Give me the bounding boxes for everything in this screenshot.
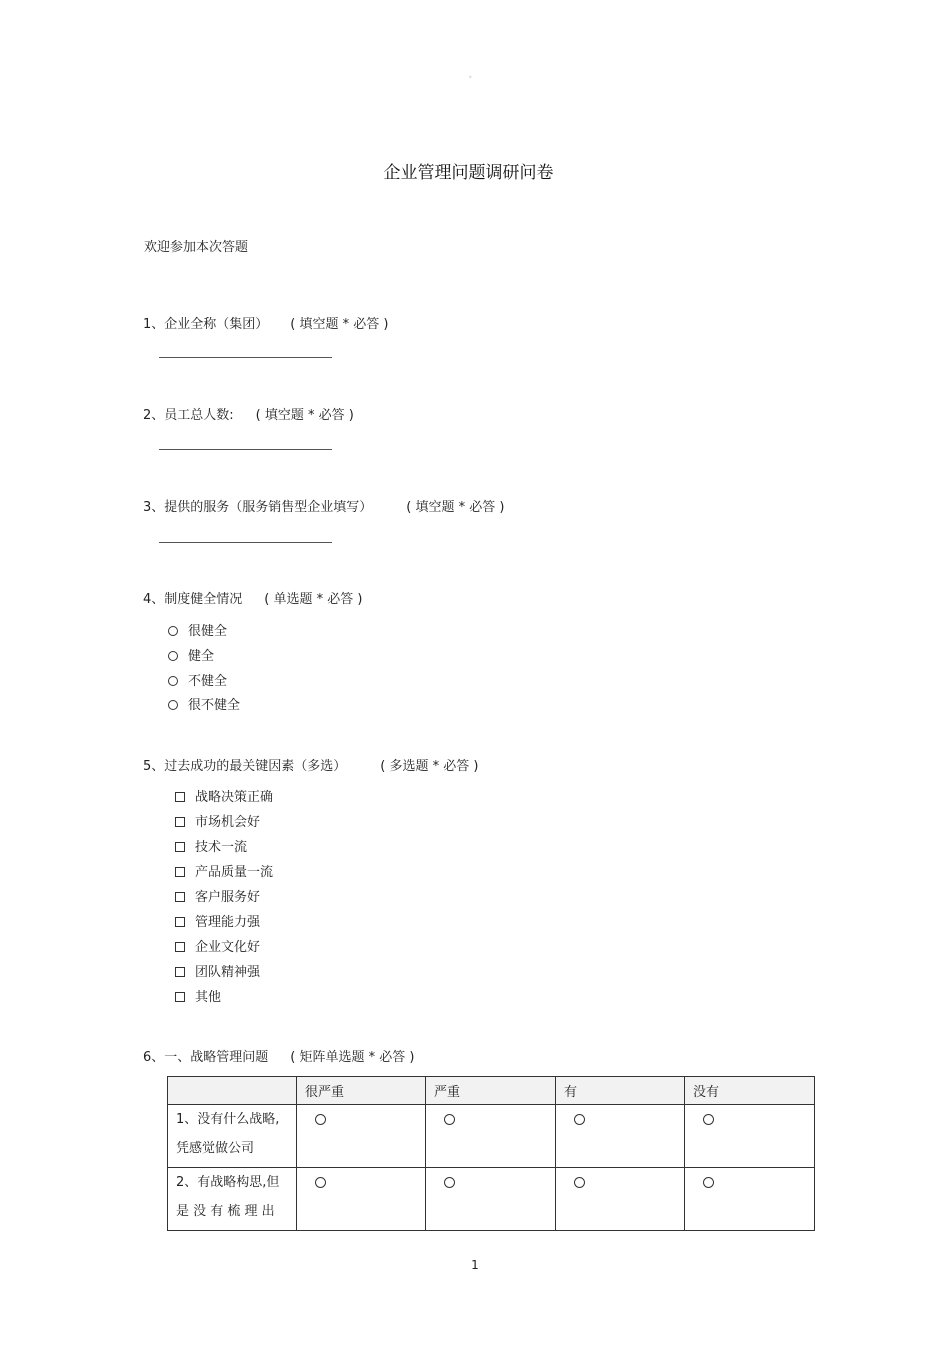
checkbox-square-icon[interactable] bbox=[175, 992, 185, 1002]
radio-circle-icon[interactable] bbox=[574, 1114, 585, 1125]
matrix-cell[interactable] bbox=[297, 1168, 426, 1231]
matrix-column-header: 没有 bbox=[685, 1077, 815, 1105]
checkbox-square-icon[interactable] bbox=[175, 792, 185, 802]
matrix-column-header: 严重 bbox=[426, 1077, 556, 1105]
radio-circle-icon[interactable] bbox=[444, 1177, 455, 1188]
radio-circle-icon[interactable] bbox=[168, 651, 178, 661]
radio-circle-icon[interactable] bbox=[168, 626, 178, 636]
matrix-cell[interactable] bbox=[685, 1168, 815, 1231]
matrix-header-row bbox=[168, 1077, 815, 1105]
checkbox-option[interactable]: 团队精神强 bbox=[175, 961, 260, 980]
checkbox-square-icon[interactable] bbox=[175, 892, 185, 902]
question-label: 6、一、战略管理问题 bbox=[143, 1050, 269, 1065]
page-number: 1 bbox=[471, 1258, 479, 1272]
matrix-column-header: 有 bbox=[556, 1077, 685, 1105]
radio-circle-icon[interactable] bbox=[168, 700, 178, 710]
checkbox-square-icon[interactable] bbox=[175, 817, 185, 827]
survey-title: 企业管理问题调研问卷 bbox=[383, 163, 554, 183]
checkbox-square-icon[interactable] bbox=[175, 942, 185, 952]
matrix-row-label: 1、没有什么战略,凭感觉做公司 bbox=[168, 1105, 297, 1168]
checkbox-option[interactable]: 企业文化好 bbox=[175, 936, 260, 955]
question-type-tag: ( 单选题 * 必答 ) bbox=[264, 592, 363, 607]
matrix-cell[interactable] bbox=[426, 1168, 556, 1231]
question-label: 3、提供的服务（服务销售型企业填写） bbox=[143, 500, 373, 515]
matrix-cell[interactable] bbox=[556, 1168, 685, 1231]
answer-blank-1[interactable] bbox=[159, 357, 332, 358]
radio-option[interactable]: 很不健全 bbox=[168, 694, 240, 713]
radio-circle-icon[interactable] bbox=[703, 1177, 714, 1188]
question-type-tag: ( 多选题 * 必答 ) bbox=[380, 759, 479, 774]
matrix-cell[interactable] bbox=[426, 1105, 556, 1168]
radio-circle-icon[interactable] bbox=[315, 1114, 326, 1125]
matrix-cell[interactable] bbox=[556, 1105, 685, 1168]
matrix-cell[interactable] bbox=[297, 1105, 426, 1168]
checkbox-option[interactable]: 市场机会好 bbox=[175, 811, 260, 830]
question-label: 1、企业全称（集团） bbox=[143, 317, 269, 332]
matrix-cell[interactable] bbox=[685, 1105, 815, 1168]
checkbox-square-icon[interactable] bbox=[175, 842, 185, 852]
question-4 bbox=[143, 588, 362, 607]
question-type-tag: ( 填空题 * 必答 ) bbox=[255, 408, 354, 423]
checkbox-option[interactable]: 技术一流 bbox=[175, 836, 247, 855]
header-mark: 。 bbox=[469, 71, 476, 79]
question-2 bbox=[143, 404, 354, 423]
checkbox-square-icon[interactable] bbox=[175, 867, 185, 877]
answer-blank-2[interactable] bbox=[159, 449, 332, 450]
question-1 bbox=[143, 313, 388, 332]
question-type-tag: ( 填空题 * 必答 ) bbox=[290, 317, 389, 332]
checkbox-option[interactable]: 战略决策正确 bbox=[175, 786, 273, 805]
radio-circle-icon[interactable] bbox=[444, 1114, 455, 1125]
question-5 bbox=[143, 755, 478, 774]
matrix-corner-cell bbox=[168, 1077, 297, 1105]
matrix-table bbox=[167, 1076, 815, 1231]
question-type-tag: ( 矩阵单选题 * 必答 ) bbox=[290, 1050, 415, 1065]
answer-blank-3[interactable] bbox=[159, 542, 332, 543]
question-3 bbox=[143, 496, 504, 515]
checkbox-option[interactable]: 产品质量一流 bbox=[175, 861, 273, 880]
radio-option[interactable]: 很健全 bbox=[168, 620, 227, 639]
checkbox-option[interactable]: 其他 bbox=[175, 986, 221, 1005]
matrix-row bbox=[168, 1168, 815, 1231]
welcome-text: 欢迎参加本次答题 bbox=[144, 240, 249, 255]
matrix-column-header: 很严重 bbox=[297, 1077, 426, 1105]
question-type-tag: ( 填空题 * 必答 ) bbox=[406, 500, 505, 515]
question-6 bbox=[143, 1046, 414, 1065]
checkbox-option[interactable]: 客户服务好 bbox=[175, 886, 260, 905]
matrix-row bbox=[168, 1105, 815, 1168]
checkbox-option[interactable]: 管理能力强 bbox=[175, 911, 260, 930]
radio-circle-icon[interactable] bbox=[574, 1177, 585, 1188]
checkbox-square-icon[interactable] bbox=[175, 967, 185, 977]
radio-circle-icon[interactable] bbox=[315, 1177, 326, 1188]
radio-circle-icon[interactable] bbox=[703, 1114, 714, 1125]
question-label: 2、员工总人数: bbox=[143, 408, 234, 423]
checkbox-square-icon[interactable] bbox=[175, 917, 185, 927]
question-label: 5、过去成功的最关键因素（多选） bbox=[143, 759, 347, 774]
radio-option[interactable]: 健全 bbox=[168, 645, 214, 664]
matrix-row-label: 2、有战略构思,但 是 没 有 梳 理 出 bbox=[168, 1168, 297, 1231]
question-label: 4、制度健全情况 bbox=[143, 592, 243, 607]
radio-option[interactable]: 不健全 bbox=[168, 670, 227, 689]
radio-circle-icon[interactable] bbox=[168, 676, 178, 686]
